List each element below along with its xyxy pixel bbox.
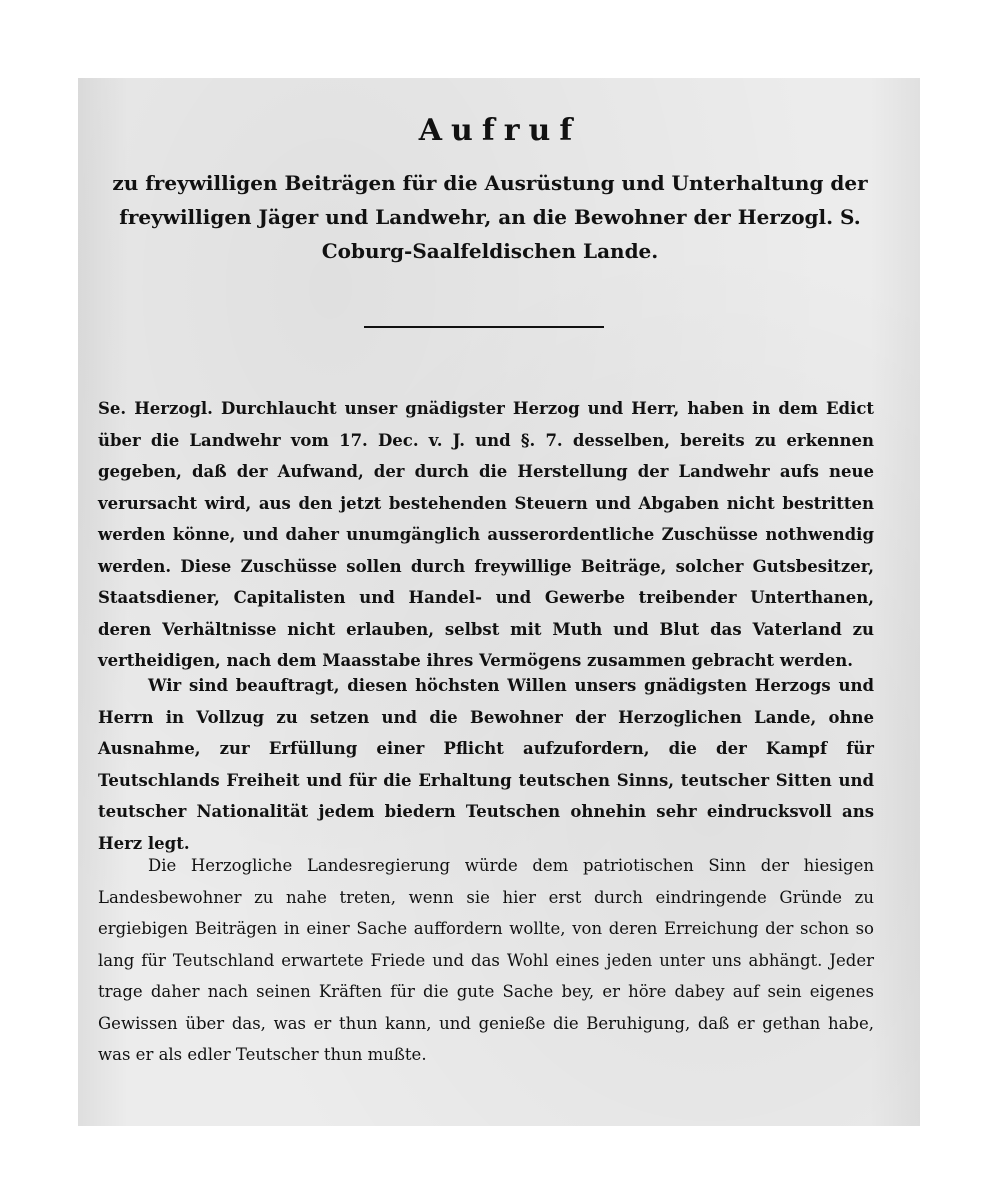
paragraph-1: Se. Herzogl. Durchlaucht unser gnädigster Herzog und Herr, haben in dem Edict über die Landwehr vom 17. Dec. v. J. und §. 7. desselben, bereits zu erkennen gegeben, daß der Aufwand, der durch die Herstellung der Landwehr aufs neue verursacht wird, aus den jetzt bestehenden Steuern und Abgaben nicht bestritten werden könne, und daher unumgänglich ausserordentliche Zuschüsse nothwendig werden. Diese Zuschüsse sollen durch freywillige Beiträge, solcher Gutsbesitzer, Staatsdiener, Capitalisten und Handel- und Gewerbe treibender Unterthanen, deren Verhältnisse nicht erlauben, selbst mit Muth und Blut das Vaterland zu vertheidigen, nach dem Maasstabe ihres Vermögens zusammen gebracht werden.: [98, 399, 874, 670]
title-divider: [364, 326, 604, 328]
document-subtitle: zu freywilligen Beiträgen für die Ausrüstung und Unterhaltung der freywilligen Jäger und Landwehr, an die Bewohner der Herzogl. S. Coburg-Saalfeldischen Lande.: [112, 171, 868, 263]
paragraph-3: Die Herzogliche Landesregierung würde dem patriotischen Sinn der hiesigen Landesbewohner zu nahe treten, wenn sie hier erst durch eindringende Gründe zu ergiebigen Beiträgen in einer Sache auffordern wollte, von deren Erreichung der schon so lang für Teutschland erwartete Friede und das Wohl eines jeden unter uns abhängt. Jeder trage daher nach seinen Kräften für die gute Sache bey, er höre dabey auf sein eigenes Gewissen über das, was er thun kann, und genieße die Beruhigung, daß er gethan habe, was er als edler Teutscher thun mußte.: [98, 856, 874, 1064]
paragraph-2: Wir sind beauftragt, diesen höchsten Willen unsers gnädigsten Herzogs und Herrn in Vollzug zu setzen und die Bewohner der Herzoglichen Lande, ohne Ausnahme, zur Erfüllung einer Pflicht aufzufordern, die der Kampf für Teutschlands Freiheit und für die Erhaltung teutschen Sinns, teutscher Sitten und teutscher Nationalität jedem biedern Teutschen ohnehin sehr eindrucksvoll ans Herz legt.: [98, 676, 874, 853]
document-title: Aufruf: [418, 113, 582, 148]
